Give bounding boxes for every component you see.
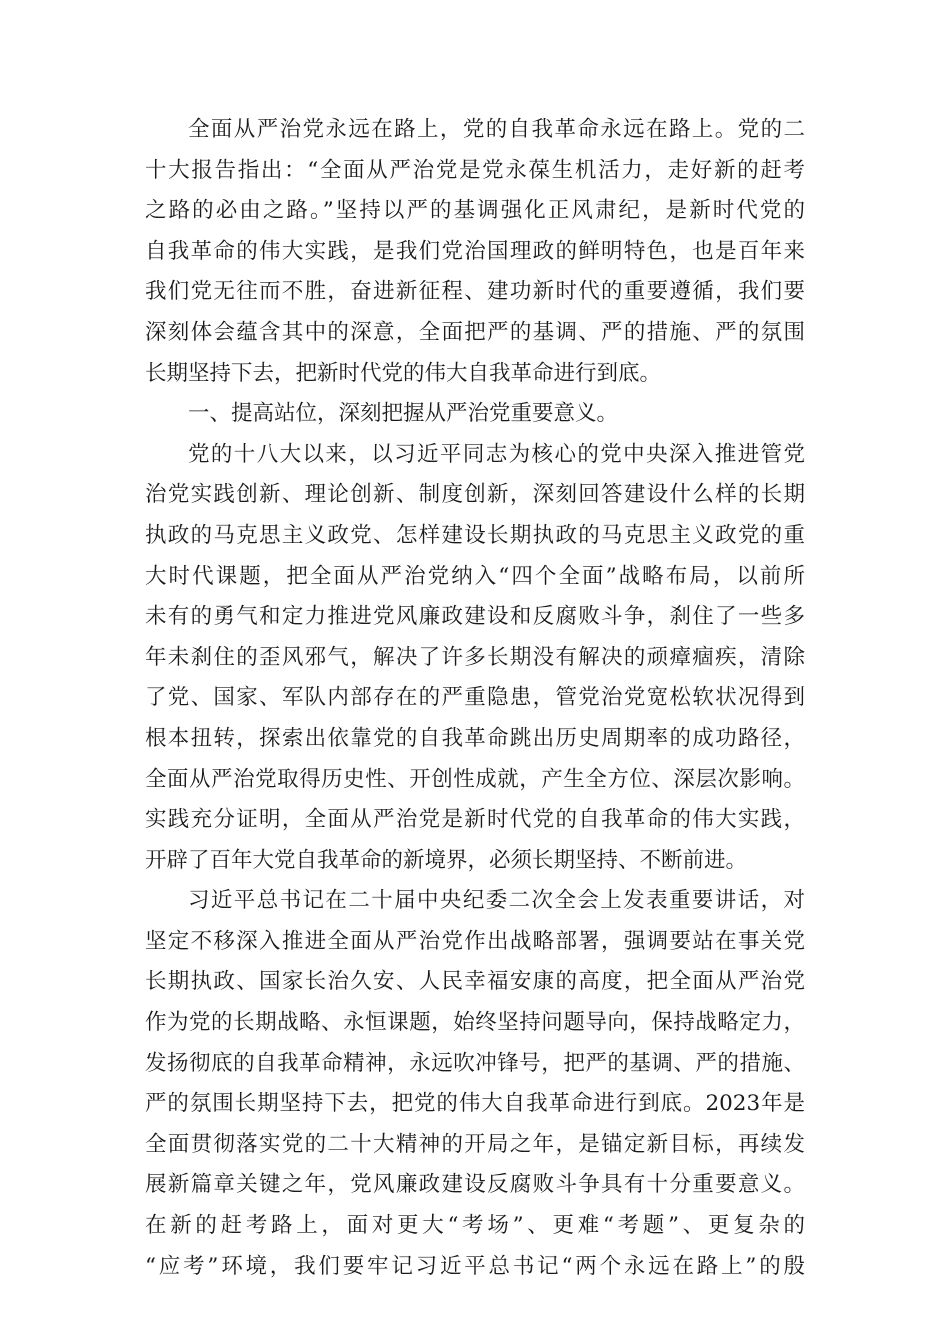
section-heading: 一、提高站位，深刻把握从严治党重要意义。 bbox=[188, 401, 619, 427]
paragraph-line: 发扬彻底的自我革命精神，永远吹冲锋号，把严的基调、严的措施、 bbox=[145, 1050, 805, 1076]
paragraph-line: 了党、国家、军队内部存在的严重隐患，管党治党宽松软状况得到 bbox=[145, 685, 805, 711]
paragraph-line: 开辟了百年大党自我革命的新境界，必须长期坚持、不断前进。 bbox=[145, 847, 748, 873]
paragraph-line: 严的氛围长期坚持下去，把党的伟大自我革命进行到底。2023年是 bbox=[145, 1091, 805, 1117]
paragraph-line: 全面从严治党取得历史性、开创性成就，产生全方位、深层次影响。 bbox=[145, 766, 805, 792]
paragraph-line: 全面从严治党永远在路上，党的自我革命永远在路上。党的二 bbox=[188, 117, 805, 142]
paragraph-line: 作为党的长期战略、永恒课题，始终坚持问题导向，保持战略定力， bbox=[145, 1010, 805, 1036]
paragraph-line: 在新的赶考路上，面对更大“考场”、更难“考题”、更复杂的 bbox=[145, 1213, 805, 1239]
paragraph-line: 治党实践创新、理论创新、制度创新，深刻回答建设什么样的长期 bbox=[145, 482, 805, 508]
paragraph-line: 全面贯彻落实党的二十大精神的开局之年，是锚定新目标，再续发 bbox=[145, 1131, 805, 1157]
paragraph-line: 十大报告指出：“全面从严治党是党永葆生机活力，走好新的赶考 bbox=[145, 157, 805, 183]
paragraph-line: 自我革命的伟大实践，是我们党治国理政的鲜明特色，也是百年来 bbox=[145, 238, 805, 264]
paragraph-line: 执政的马克思主义政党、怎样建设长期执政的马克思主义政党的重 bbox=[145, 522, 805, 548]
paragraph-line: 年未刹住的歪风邪气，解决了许多长期没有解决的顽瘴痼疾，清除 bbox=[145, 644, 805, 670]
paragraph-line: 我们党无往而不胜，奋进新征程、建功新时代的重要遵循，我们要 bbox=[145, 279, 805, 305]
paragraph-line: 之路的必由之路。”坚持以严的基调强化正风肃纪，是新时代党的 bbox=[145, 198, 805, 224]
document-body bbox=[145, 110, 805, 1287]
paragraph-line: 展新篇章关键之年，党风廉政建设反腐败斗争具有十分重要意义。 bbox=[145, 1172, 805, 1198]
paragraph-line: 长期执政、国家长治久安、人民幸福安康的高度，把全面从严治党 bbox=[145, 969, 805, 995]
paragraph-line: 未有的勇气和定力推进党风廉政建设和反腐败斗争，刹住了一些多 bbox=[145, 604, 805, 630]
paragraph-line: 长期坚持下去，把新时代党的伟大自我革命进行到底。 bbox=[145, 360, 662, 386]
paragraph-line: 根本扭转，探索出依靠党的自我革命跳出历史周期率的成功路径， bbox=[145, 725, 805, 751]
paragraph-line: 党的十八大以来，以习近平同志为核心的党中央深入推进管党 bbox=[188, 441, 805, 467]
paragraph-line: 习近平总书记在二十届中央纪委二次全会上发表重要讲话，对 bbox=[188, 888, 805, 914]
paragraph-line: 实践充分证明，全面从严治党是新时代党的自我革命的伟大实践， bbox=[145, 807, 805, 833]
paragraph-line: 大时代课题，把全面从严治党纳入“四个全面”战略布局，以前所 bbox=[145, 563, 805, 589]
paragraph-line: “应考”环境，我们要牢记习近平总书记“两个永远在路上”的殷 bbox=[145, 1253, 805, 1279]
paragraph-line: 深刻体会蕴含其中的深意，全面把严的基调、严的措施、严的氛围 bbox=[145, 319, 805, 345]
paragraph-line: 坚定不移深入推进全面从严治党作出战略部署，强调要站在事关党 bbox=[145, 928, 805, 954]
